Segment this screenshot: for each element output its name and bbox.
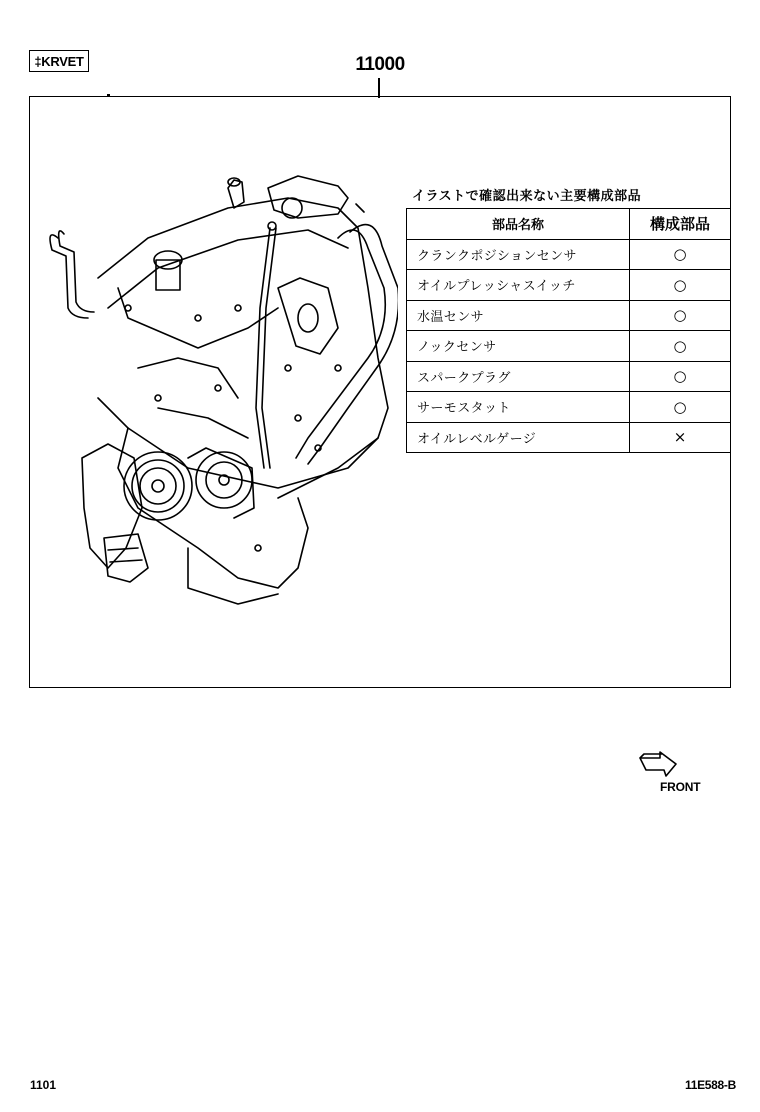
page-id: 1101: [30, 1078, 57, 1092]
part-number-leader-line: [378, 78, 380, 98]
part-number: 11000: [355, 54, 405, 75]
front-arrow-icon: [636, 750, 682, 778]
table-row: [407, 422, 731, 453]
component-mark-cell: ×: [630, 422, 731, 453]
part-name-cell: 水温センサ: [407, 300, 630, 331]
table-row: [407, 300, 731, 331]
table-caption: イラストで確認出来ない主要構成部品: [412, 189, 642, 204]
table-header-row: [407, 209, 731, 240]
part-name-cell: クランクポジションセンサ: [407, 239, 630, 270]
part-name-cell: サーモスタット: [407, 392, 630, 423]
part-name-cell: オイルプレッシャスイッチ: [407, 270, 630, 301]
front-direction-label: FRONT: [660, 780, 701, 794]
component-mark-cell: ○: [630, 270, 731, 301]
component-mark-cell: ○: [630, 239, 731, 270]
table-row: [407, 392, 731, 423]
part-name-cell: スパークプラグ: [407, 361, 630, 392]
column-header-component: 構成部品: [630, 209, 731, 240]
engine-assembly-illustration: [38, 168, 398, 608]
table-row: [407, 239, 731, 270]
frame-reference-mark: [107, 94, 110, 97]
part-name-cell: オイルレベルゲージ: [407, 422, 630, 453]
table-row: [407, 361, 731, 392]
component-mark-cell: ○: [630, 361, 731, 392]
table-row: [407, 331, 731, 362]
component-mark-cell: ○: [630, 392, 731, 423]
engine-code-tag: ‡KRVET: [29, 50, 89, 72]
main-components-table: [406, 208, 731, 453]
table-row: [407, 270, 731, 301]
component-mark-cell: ○: [630, 331, 731, 362]
component-mark-cell: ○: [630, 300, 731, 331]
illustration-id: 11E588-B: [685, 1078, 736, 1092]
part-name-cell: ノックセンサ: [407, 331, 630, 362]
column-header-part-name: 部品名称: [407, 209, 630, 240]
